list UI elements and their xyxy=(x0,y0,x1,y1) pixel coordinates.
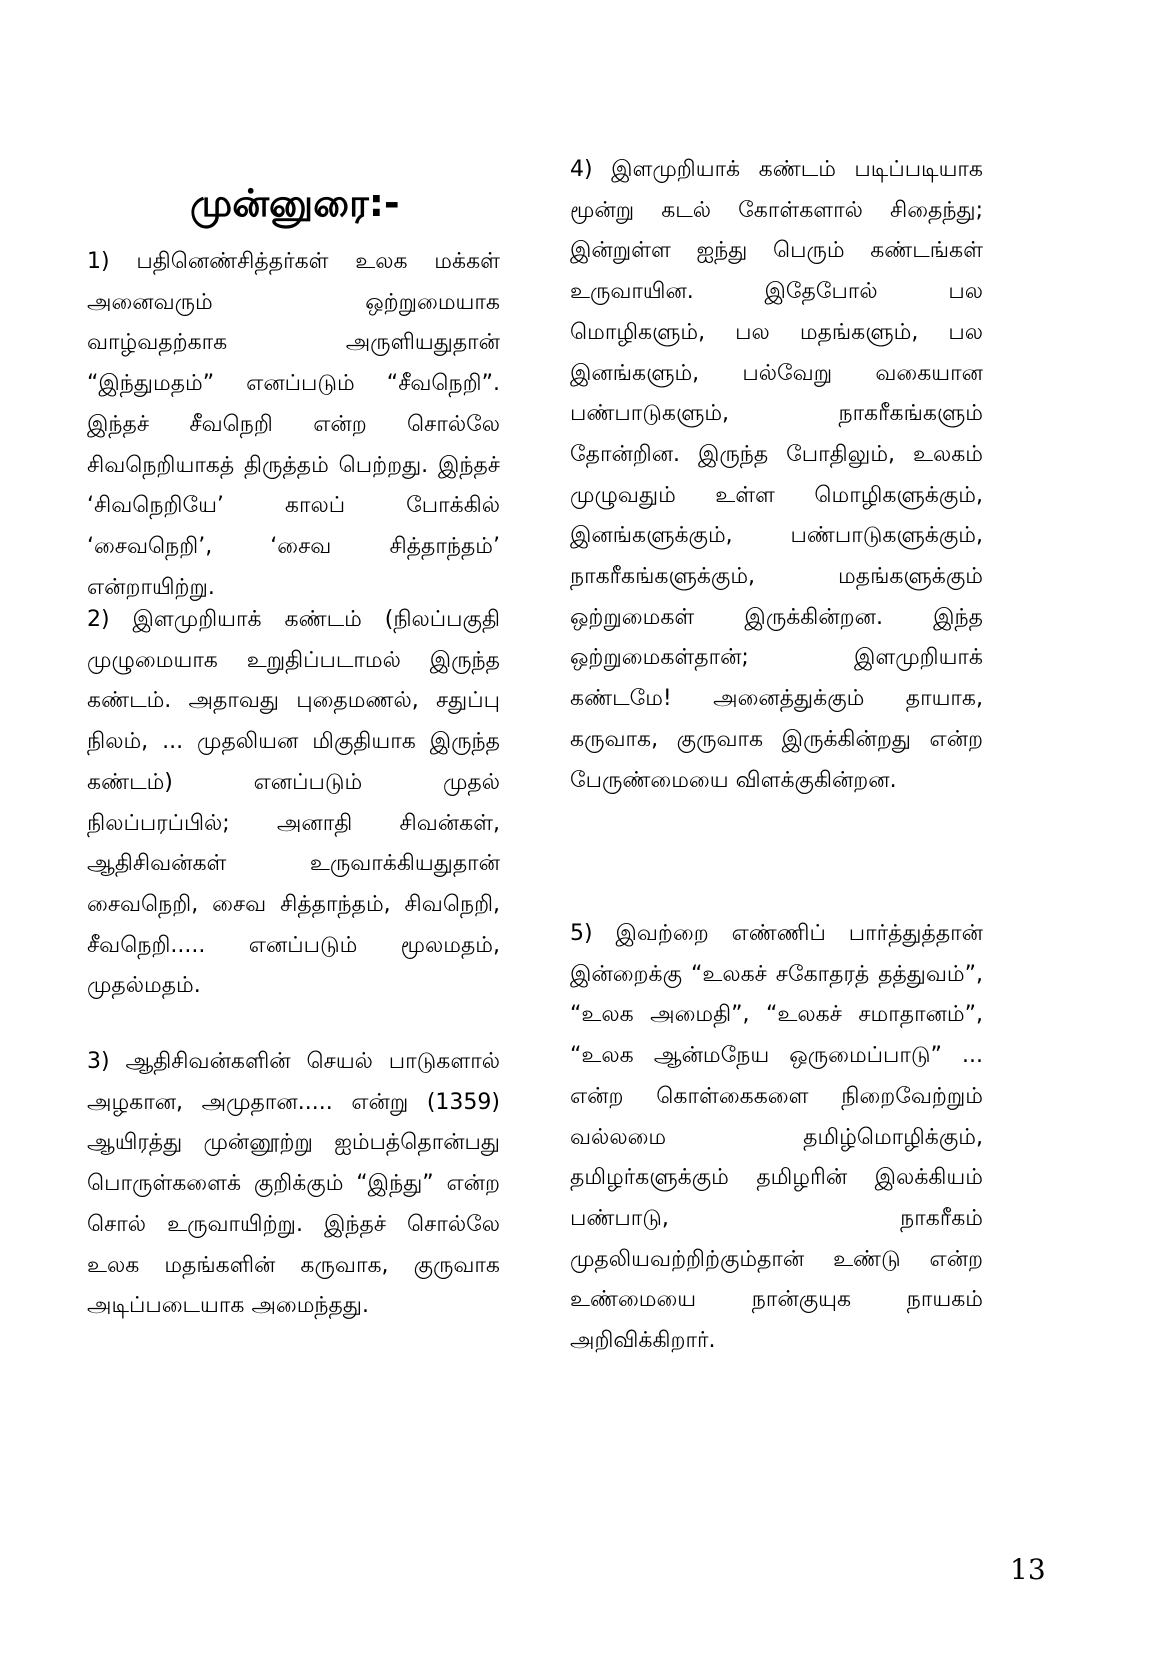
paragraph-4: 4) இளமுறியாக் கண்டம் படிப்படியாக மூன்று கடல் கோள்களால் சிதைந்து; இன்றுள்ள ஐந்து பெரும் கண்டங்கள் உருவாயின. இதேபோல் பல மொழிகளும், பல மதங்களும், பல இனங்களும், பல்வேறு வகையான பண்பாடுகளும், நாகரீகங்களும் தோன்றின. இருந்த போதிலும், உலகம் முழுவதும் உள்ள மொழிகளுக்கும், இனங்களுக்கும், பண்பாடுகளுக்கும், நாகரீகங்களுக்கும், மதங்களுக்கும் ஒற்றுமைகள் இருக்கின்றன. இந்த ஒற்றுமைகள்தான்; இளமுறியாக் கண்டமே! அனைத்துக்கும் தாயாக, கருவாக, குருவாக இருக்கின்றது என்ற பேருண்மையை விளக்குகின்றன. xyxy=(570,157,983,793)
paragraph-3: 3) ஆதிசிவன்களின் செயல் பாடுகளால் அழகான, அமுதான..... என்று (1359) ஆயிரத்து முன்னூற்று ஐம்பத்தொன்பது பொருள்களைக் குறிக்கும் “இந்து” என்ற சொல் உருவாயிற்று. இந்தச் சொல்லே உலக மதங்களின் கருவாக, குருவாக அடிப்படையாக அமைந்தது. xyxy=(87,1049,500,1319)
page-number: 13 xyxy=(1010,1553,1046,1586)
page-title: முன்னுரை:- xyxy=(190,181,400,225)
paragraph-2: 2) இளமுறியாக் கண்டம் (நிலப்பகுதி முழுமையாக உறுதிப்படாமல் இருந்த கண்டம். அதாவது புதைமணல், சதுப்பு நிலம், ... முதலியன மிகுதியாக இருந்த கண்டம்) எனப்படும் முதல் நிலப்பரப்பில்; அனாதி சிவன்கள், ஆதிசிவன்கள் உருவாக்கியதுதான் சைவநெறி, சைவ சித்தாந்தம், சிவநெறி, சீவநெறி..... எனப்படும் மூலமதம், முதல்மதம். xyxy=(87,607,500,999)
paragraph-5: 5) இவற்றை எண்ணிப் பார்த்துத்தான் இன்றைக்கு “உலகச் சகோதரத் தத்துவம்”, “உலக அமைதி”, “உலகச் சமாதானம்”, “உலக ஆன்மநேய ஒருமைப்பாடு” ... என்ற கொள்கைகளை நிறைவேற்றும் வல்லமை தமிழ்மொழிக்கும், தமிழர்களுக்கும் தமிழரின் இலக்கியம் பண்பாடு, நாகரீகம் முதலியவற்றிற்கும்தான் உண்டு என்ற உண்மையை நான்குயுக நாயகம் அறிவிக்கிறார். xyxy=(570,921,983,1354)
paragraph-1: 1) பதினெண்சித்தர்கள் உலக மக்கள் அனைவரும் ஒற்றுமையாக வாழ்வதற்காக அருளியதுதான் “இந்துமதம்” எனப்படும் “சீவநெறி”. இந்தச் சீவநெறி என்ற சொல்லே சிவநெறியாகத் திருத்தம் பெற்றது. இந்தச் ‘சிவநெறியே’ காலப் போக்கில் ‘சைவநெறி’, ‘சைவ சித்தாந்தம்’ என்றாயிற்று. xyxy=(87,249,500,600)
